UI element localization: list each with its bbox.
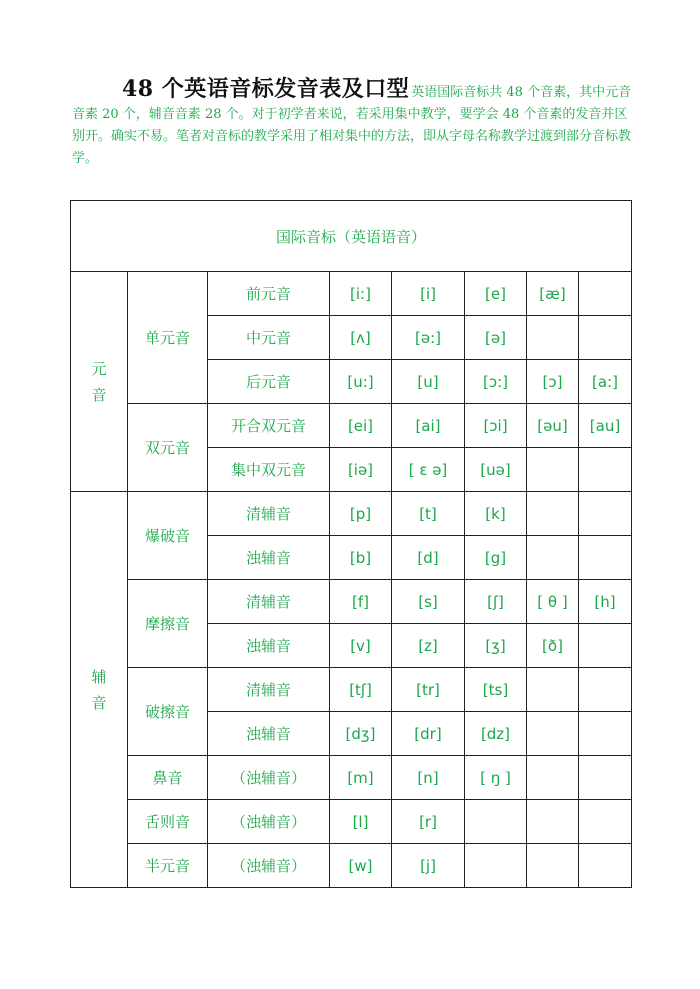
phonetic-symbol-cell: [ɔ:]	[465, 360, 527, 404]
phonetic-symbol-cell	[579, 756, 632, 800]
phonetic-symbol-cell	[579, 668, 632, 712]
phonetic-symbol-cell	[579, 800, 632, 844]
phonetic-symbol-cell: [ʌ]	[330, 316, 392, 360]
phonetic-symbol-cell	[579, 316, 632, 360]
phonetic-symbol-cell	[579, 492, 632, 536]
phonetic-symbol-cell: [w]	[330, 844, 392, 888]
phonetic-symbol-cell: [æ]	[527, 272, 579, 316]
group-char: 音	[91, 693, 107, 712]
phonetic-symbol-cell: [ θ ]	[527, 580, 579, 624]
group-char: 音	[91, 385, 107, 404]
subcategory-cell: 清辅音	[208, 492, 330, 536]
table-row	[71, 668, 632, 712]
phonetic-symbol-cell	[579, 712, 632, 756]
phonetic-symbol-cell: [n]	[392, 756, 465, 800]
phonetic-symbol-cell: [ɔi]	[465, 404, 527, 448]
phonetic-symbol-cell	[579, 536, 632, 580]
phonetic-symbol-cell: [ə]	[465, 316, 527, 360]
category-cell: 破擦音	[128, 668, 208, 756]
phonetic-symbol-cell	[579, 844, 632, 888]
subcategory-cell: 集中双元音	[208, 448, 330, 492]
phonetic-symbol-cell: [ ŋ ]	[465, 756, 527, 800]
phonetic-symbol-cell: [i]	[392, 272, 465, 316]
phonetic-symbol-cell: [ai]	[392, 404, 465, 448]
phonetic-symbol-cell: [f]	[330, 580, 392, 624]
phonetic-symbol-cell: [ei]	[330, 404, 392, 448]
consonant-group-label	[71, 492, 128, 888]
table-row	[71, 756, 632, 800]
phonetic-symbol-cell: [k]	[465, 492, 527, 536]
phonetic-symbol-cell	[527, 536, 579, 580]
subcategory-cell: 清辅音	[208, 668, 330, 712]
subcategory-cell: （浊辅音）	[208, 844, 330, 888]
subcategory-cell: 前元音	[208, 272, 330, 316]
phonetic-symbol-cell: [ʃ]	[465, 580, 527, 624]
table-row	[71, 844, 632, 888]
phonetic-symbol-cell: [e]	[465, 272, 527, 316]
phonetic-symbol-cell: [v]	[330, 624, 392, 668]
phonetic-symbol-cell: [u:]	[330, 360, 392, 404]
phonetic-symbol-cell: [z]	[392, 624, 465, 668]
table-row	[71, 580, 632, 624]
subcategory-cell: 后元音	[208, 360, 330, 404]
table-row	[71, 800, 632, 844]
subcategory-cell: 中元音	[208, 316, 330, 360]
group-char: 元	[91, 359, 107, 378]
group-char: 辅	[91, 667, 107, 686]
phonetic-symbol-cell: [ ɛ ə]	[392, 448, 465, 492]
phonetic-symbol-cell: [i:]	[330, 272, 392, 316]
phonetic-symbol-cell	[579, 624, 632, 668]
phonetic-symbol-cell: [uə]	[465, 448, 527, 492]
phonetic-symbol-cell: [əu]	[527, 404, 579, 448]
phonetic-symbol-cell: [m]	[330, 756, 392, 800]
page-title: 48 个英语音标发音表及口型	[122, 76, 410, 102]
phonetic-symbol-cell: [r]	[392, 800, 465, 844]
phonetic-symbol-cell	[465, 844, 527, 888]
phonetic-symbol-cell	[579, 448, 632, 492]
phonetic-symbol-cell: [j]	[392, 844, 465, 888]
subcategory-cell: 浊辅音	[208, 624, 330, 668]
phonetic-symbol-cell: [g]	[465, 536, 527, 580]
phonetic-symbol-cell: [h]	[579, 580, 632, 624]
subcategory-cell: 清辅音	[208, 580, 330, 624]
category-cell: 单元音	[128, 272, 208, 404]
subcategory-cell: （浊辅音）	[208, 756, 330, 800]
phonetic-symbol-cell: [u]	[392, 360, 465, 404]
phonetic-symbol-cell	[527, 492, 579, 536]
subcategory-cell: 浊辅音	[208, 712, 330, 756]
phonetic-symbol-cell	[527, 844, 579, 888]
phonetic-symbol-cell: [dʒ]	[330, 712, 392, 756]
phonetic-symbol-cell: [tr]	[392, 668, 465, 712]
phonetic-symbol-cell: [p]	[330, 492, 392, 536]
phonetic-symbol-cell: [ʒ]	[465, 624, 527, 668]
phonetic-symbol-cell: [iə]	[330, 448, 392, 492]
phonetic-symbol-cell: [t]	[392, 492, 465, 536]
phonetic-symbol-cell: [tʃ]	[330, 668, 392, 712]
phonetic-symbol-cell	[465, 800, 527, 844]
phonetic-symbol-cell: [d]	[392, 536, 465, 580]
category-cell: 摩擦音	[128, 580, 208, 668]
table-header: 国际音标（英语语音）	[71, 201, 632, 272]
subcategory-cell: 浊辅音	[208, 536, 330, 580]
table-row	[71, 492, 632, 536]
phonetic-symbol-cell	[527, 756, 579, 800]
phonetic-symbol-cell: [ɔ]	[527, 360, 579, 404]
phonetic-symbol-cell: [l]	[330, 800, 392, 844]
table-row	[71, 272, 632, 316]
table-row	[71, 404, 632, 448]
phonetic-symbol-cell: [ə:]	[392, 316, 465, 360]
phonetic-symbol-cell: [ts]	[465, 668, 527, 712]
category-cell: 鼻音	[128, 756, 208, 800]
phonetic-symbol-cell	[527, 712, 579, 756]
phonetic-symbol-cell: [s]	[392, 580, 465, 624]
intro-lead: 英语国际音标共 48 个音素，	[411, 85, 580, 100]
phonetic-symbol-cell	[527, 448, 579, 492]
intro-text: 其中元音音素 20 个，辅音音素 28 个。对于初学者来说，若采用集中教学，要学会 48 个音素的发音并区别开。确实不易。笔者对音标的教学采用了相对集中的方法，即从字母名称教学过渡到部分音标教学。	[72, 85, 632, 166]
intro-paragraph	[72, 78, 632, 170]
category-cell: 双元音	[128, 404, 208, 492]
phonetic-symbol-cell	[527, 800, 579, 844]
phonetic-symbol-cell: [au]	[579, 404, 632, 448]
ipa-table	[70, 200, 632, 888]
phonetic-symbol-cell: [ð]	[527, 624, 579, 668]
phonetic-symbol-cell	[527, 668, 579, 712]
subcategory-cell: 开合双元音	[208, 404, 330, 448]
category-cell: 爆破音	[128, 492, 208, 580]
phonetic-symbol-cell	[579, 272, 632, 316]
phonetic-symbol-cell: [dr]	[392, 712, 465, 756]
phonetic-symbol-cell: [b]	[330, 536, 392, 580]
category-cell: 舌则音	[128, 800, 208, 844]
category-cell: 半元音	[128, 844, 208, 888]
phonetic-symbol-cell: [a:]	[579, 360, 632, 404]
vowel-group-label	[71, 272, 128, 492]
subcategory-cell: （浊辅音）	[208, 800, 330, 844]
phonetic-symbol-cell: [dz]	[465, 712, 527, 756]
phonetic-symbol-cell	[527, 316, 579, 360]
